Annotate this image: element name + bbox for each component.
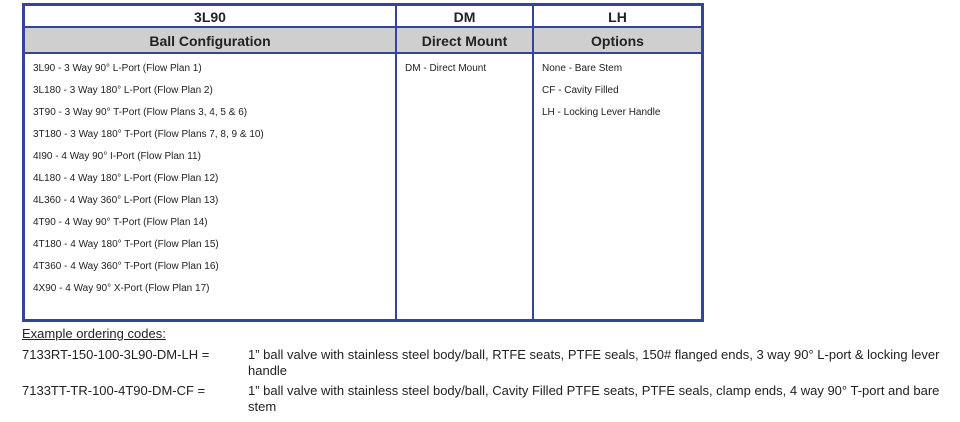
list-item: None - Bare Stem <box>542 63 623 74</box>
list-item: DM - Direct Mount <box>405 63 487 74</box>
list-item: 4T90 - 4 Way 90° T-Port (Flow Plan 14) <box>33 217 208 228</box>
list-item: LH - Locking Lever Handle <box>542 107 661 118</box>
ordering-code-row <box>22 383 942 415</box>
list-item: 4L360 - 4 Way 360° L-Port (Flow Plan 13) <box>33 195 219 206</box>
options-list <box>534 54 701 124</box>
column-direct-mount <box>395 6 532 319</box>
column-title-header: Direct Mount <box>397 28 532 54</box>
ordering-code: 7133RT-150-100-3L90-DM-LH = <box>22 347 210 362</box>
ordering-code: 7133TT-TR-100-4T90-DM-CF = <box>22 383 206 398</box>
ball-configuration-list <box>25 54 395 300</box>
example-ordering-codes <box>22 347 942 419</box>
list-item: 3T180 - 3 Way 180° T-Port (Flow Plans 7, 8, 9 & 10) <box>33 129 264 140</box>
list-item: 4T360 - 4 Way 360° T-Port (Flow Plan 16) <box>33 261 219 272</box>
column-title-header: Options <box>534 28 701 54</box>
ordering-code-description: 1” ball valve with stainless steel body/ball, Cavity Filled PTFE seats, PTFE seals, clamp ends, 4 way 90° T-port and bare stem <box>248 383 940 414</box>
column-code-header: DM <box>397 6 532 28</box>
ordering-code-description: 1” ball valve with stainless steel body/ball, RTFE seats, PTFE seals, 150# flanged ends, 3 way 90° L-port & locking lever handle <box>248 347 940 378</box>
column-options <box>532 6 701 319</box>
column-title-header: Ball Configuration <box>25 28 395 54</box>
direct-mount-list <box>397 54 532 80</box>
column-code-header: LH <box>534 6 701 28</box>
column-ball-configuration <box>25 6 395 319</box>
list-item: 4X90 - 4 Way 90° X-Port (Flow Plan 17) <box>33 283 210 294</box>
list-item: CF - Cavity Filled <box>542 85 619 96</box>
ordering-table <box>22 3 704 322</box>
list-item: 3T90 - 3 Way 90° T-Port (Flow Plans 3, 4, 5 & 6) <box>33 107 248 118</box>
list-item: 4L180 - 4 Way 180° L-Port (Flow Plan 12) <box>33 173 219 184</box>
list-item: 4T180 - 4 Way 180° T-Port (Flow Plan 15) <box>33 239 219 250</box>
list-item: 3L90 - 3 Way 90° L-Port (Flow Plan 1) <box>33 63 202 74</box>
column-code-header: 3L90 <box>25 6 395 28</box>
example-ordering-codes-title: Example ordering codes: <box>22 326 166 341</box>
list-item: 3L180 - 3 Way 180° L-Port (Flow Plan 2) <box>33 85 213 96</box>
list-item: 4I90 - 4 Way 90° I-Port (Flow Plan 11) <box>33 151 201 162</box>
ordering-code-row <box>22 347 942 379</box>
